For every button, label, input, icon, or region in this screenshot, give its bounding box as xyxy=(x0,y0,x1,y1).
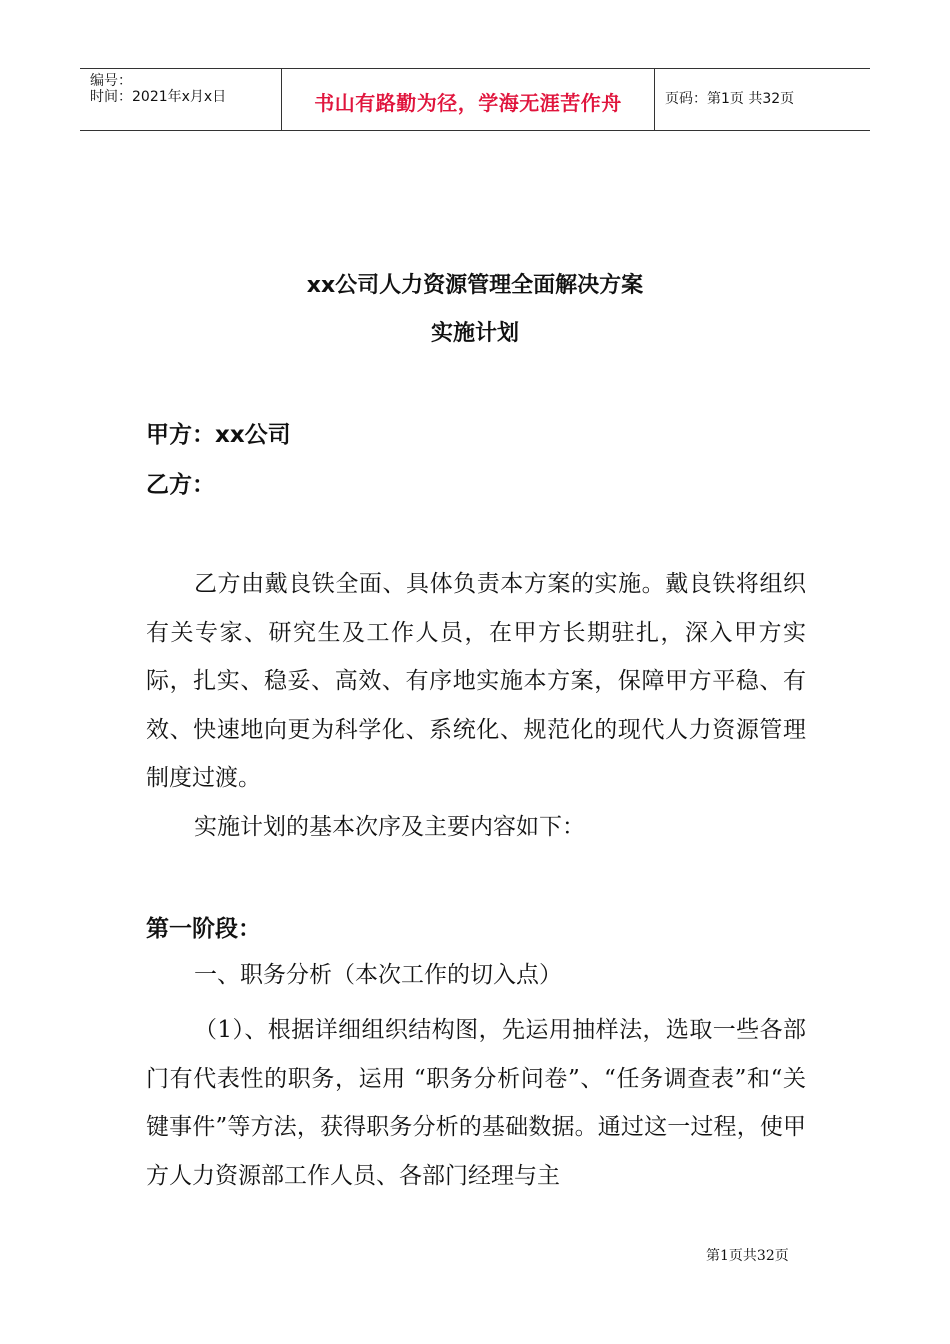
header-middle-cell xyxy=(281,69,655,130)
number-label: 编号： xyxy=(90,73,132,89)
page-footer: 第1页共32页 xyxy=(706,1248,789,1264)
page-header xyxy=(80,68,870,131)
document-title: xx公司人力资源管理全面解决方案 xyxy=(306,273,644,298)
header-right-cell xyxy=(655,69,870,130)
page-info: 页码：第1页 共32页 xyxy=(665,91,795,107)
paragraph-job-analysis: （1）、根据详细组织结构图，先运用抽样法，选取一些各部门有代表性的职务，运用 “职务分析问卷”、“任务调查表”和“关键事件”等方法，获得职务分析的基础数据。通过这一过程，使甲方人力资源部工作人员、各部门经理与主 xyxy=(146,1017,806,1189)
party-b: 乙方： xyxy=(146,472,215,498)
motto-text: 书山有路勤为径，学海无涯苦作舟 xyxy=(314,91,622,115)
section-heading-job-analysis: 一、职务分析（本次工作的切入点） xyxy=(194,962,562,988)
party-a: 甲方：xx公司 xyxy=(146,422,291,448)
document-subtitle: 实施计划 xyxy=(430,321,519,346)
paragraph-sequence: 实施计划的基本次序及主要内容如下： xyxy=(194,814,585,840)
header-left-cell xyxy=(80,69,280,130)
paragraph-intro: 乙方由戴良铁全面、具体负责本方案的实施。戴良铁将组织有关专家、研究生及工作人员，在甲方长期驻扎，深入甲方实际，扎实、稳妥、高效、有序地实施本方案，保障甲方平稳、有效、快速地向更为科学化、系统化、规范化的现代人力资源管理制度过渡。 xyxy=(146,571,806,791)
time-label: 时间：2021年x月x日 xyxy=(90,89,227,105)
stage-heading: 第一阶段： xyxy=(146,916,261,942)
